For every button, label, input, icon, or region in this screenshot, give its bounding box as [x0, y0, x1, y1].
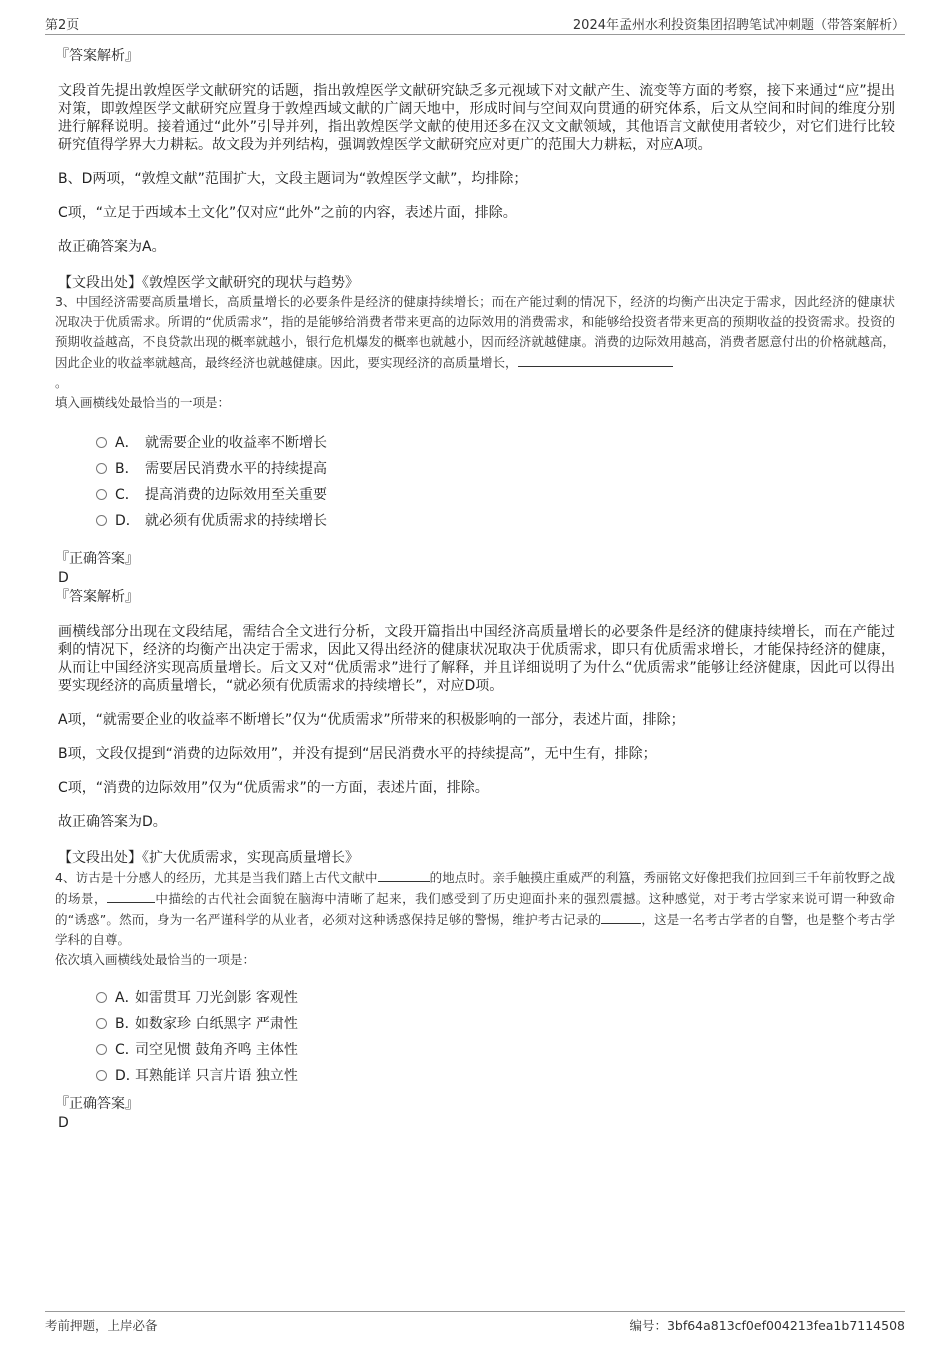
option-letter: A．	[115, 990, 139, 1006]
q4-prompt: 依次填入画横线处最恰当的一项是：	[55, 952, 256, 967]
q4-option-b[interactable]	[55, 1010, 895, 1036]
q4-stem	[55, 867, 895, 950]
main-content	[55, 46, 895, 1132]
q3-analysis-p4: C项，“消费的边际效用”仅为“优质需求”的一方面，表述片面，排除。	[58, 780, 489, 796]
q4-stem-c: 中描绘的古代社会面貌在脑海中清晰了起来，我们感受到了历史迎面扑来的强烈震撼。这种感觉，对于考古学家来说可谓一种致命的“诱惑”。然而，身为一名严谨科学的从业者，必须对这种诱惑保持足够的警惕，维护考古记录的	[55, 891, 895, 927]
radio-icon[interactable]	[96, 1070, 107, 1081]
option-letter: B．	[115, 461, 139, 477]
q3-analysis-p1: 画横线部分出现在文段结尾，需结合全文进行分析，文段开篇指出中国经济高质量增长的必要条件是经济的健康持续增长，而在产能过剩的情况下，经济的均衡产出决定于需求，因此又得出经济的健康状况取决于优质需求，即只有优质需求增长，才能保持经济的健康，从而让中国经济实现高质量增长。后文又对“优质需求”进行了解释，并且详细说明了为什么“优质需求”能够让经济健康，因此可以得出要实现经济的高质量增长，“就必须有优质需求的持续增长”，对应D项。	[58, 624, 895, 694]
q4-option-c[interactable]	[55, 1036, 895, 1062]
option-letter: B．	[115, 1016, 139, 1032]
q3-answer: D	[58, 570, 69, 586]
option-text: 提高消费的边际效用至关重要	[145, 487, 327, 503]
page-number: 第2页	[45, 18, 80, 33]
option-letter: A．	[115, 435, 139, 451]
q3-option-d[interactable]	[55, 507, 895, 533]
q3-stem	[55, 292, 895, 393]
option-letter: C．	[115, 1042, 139, 1058]
radio-icon[interactable]	[96, 489, 107, 500]
radio-icon[interactable]	[96, 1018, 107, 1029]
page-header	[45, 14, 905, 35]
radio-icon[interactable]	[96, 515, 107, 526]
q4-stem-b: 的地点时。亲手触摸庄重威严的利簋，秀丽铭文好像把我们拉回到三千年前牧野之战的场景，	[55, 870, 895, 906]
q4-option-d[interactable]	[55, 1062, 895, 1088]
option-text: 如雷贯耳 刀光剑影 客观性	[135, 990, 298, 1006]
option-letter: D．	[115, 1068, 140, 1084]
q2-source: 【文段出处】《敦煌医学文献研究的现状与趋势》	[58, 275, 359, 291]
radio-icon[interactable]	[96, 463, 107, 474]
radio-icon[interactable]	[96, 992, 107, 1003]
radio-icon[interactable]	[96, 1044, 107, 1055]
q3-analysis-p5: 故正确答案为D。	[58, 814, 167, 830]
q4-answer-label: 『正确答案』	[55, 1096, 139, 1112]
q2-analysis-p2: B、D两项，“敦煌文献”范围扩大，文段主题词为“敦煌医学文献”，均排除；	[58, 171, 528, 187]
q2-analysis-p4: 故正确答案为A。	[58, 239, 166, 255]
q3-prompt: 填入画横线处最恰当的一项是：	[55, 395, 231, 410]
radio-icon[interactable]	[96, 437, 107, 448]
option-text: 就需要企业的收益率不断增长	[145, 435, 327, 451]
q4-blank-1	[378, 867, 430, 882]
q3-option-a[interactable]	[55, 429, 895, 455]
q3-analysis-p3: B项，文段仅提到“消费的边际效用”，并没有提到“居民消费水平的持续提高”，无中生有，排除；	[58, 746, 657, 762]
q3-analysis-label: 『答案解析』	[55, 589, 139, 605]
option-text: 司空见惯 鼓角齐鸣 主体性	[135, 1042, 298, 1058]
q3-analysis-p2: A项，“就需要企业的收益率不断增长”仅为“优质需求”所带来的积极影响的一部分，表述片面，排除；	[58, 712, 685, 728]
q3-answer-label: 『正确答案』	[55, 551, 139, 567]
option-letter: C．	[115, 487, 139, 503]
q3-options	[55, 429, 895, 533]
page-footer	[45, 1311, 905, 1334]
q4-blank-3	[601, 909, 641, 924]
option-text: 如数家珍 白纸黑字 严肃性	[135, 1016, 298, 1032]
option-text: 就必须有优质需求的持续增长	[145, 513, 327, 529]
option-text: 耳熟能详 只言片语 独立性	[135, 1068, 298, 1084]
option-text: 需要居民消费水平的持续提高	[145, 461, 327, 477]
q4-stem-a: 4、访古是十分感人的经历，尤其是当我们踏上古代文献中	[55, 870, 378, 885]
q3-source: 【文段出处】《扩大优质需求，实现高质量增长》	[58, 850, 359, 866]
q3-blank	[518, 352, 673, 367]
q3-stem-end: 。	[55, 375, 68, 390]
q2-analysis-p3: C项，“立足于西域本土文化”仅对应“此外”之前的内容，表述片面，排除。	[58, 205, 517, 221]
q3-option-c[interactable]	[55, 481, 895, 507]
q3-option-b[interactable]	[55, 455, 895, 481]
q2-analysis-p1: 文段首先提出敦煌医学文献研究的话题，指出敦煌医学文献研究缺乏多元视域下对文献产生、流变等方面的考察，接下来通过“应”提出对策，即敦煌医学文献研究应置身于敦煌西域文献的广阔天地中，形成时间与空间双向贯通的研究体系，后文从空间和时间的维度分别进行解释说明。接着通过“此外”引导并列，指出敦煌医学文献的使用还多在汉文文献领域，其他语言文献使用者较少，对它们进行比较研究值得学界大力耕耘。故文段为并列结构，强调敦煌医学文献研究应对更广的范围大力耕耘，对应A项。	[58, 83, 895, 153]
document-id: 编号：3bf64a813cf0ef004213fea1b7114508	[629, 1318, 905, 1333]
q4-option-a[interactable]	[55, 984, 895, 1010]
document-title: 2024年孟州水利投资集团招聘笔试冲刺题（带答案解析）	[572, 18, 905, 33]
q2-analysis-label: 『答案解析』	[55, 48, 139, 64]
q4-options	[55, 984, 895, 1088]
option-letter: D．	[115, 513, 140, 529]
q4-blank-2	[107, 888, 155, 903]
footer-slogan: 考前押题，上岸必备	[45, 1318, 158, 1333]
q4-answer: D	[58, 1115, 69, 1131]
q4-stem-d: ，这是一名考古学者的自警，也是整个考古学学科的自尊。	[55, 912, 895, 947]
q3-stem-text: 3、中国经济需要高质量增长，高质量增长的必要条件是经济的健康持续增长；而在产能过剩的情况下，经济的均衡产出决定于需求，因此经济的健康状况取决于优质需求。所谓的“优质需求”，指的是能够给消费者带来更高的边际效用的消费需求，和能够给投资者带来更高的预期收益的投资需求。投资的预期收益越高，不良贷款出现的概率就越小，银行危机爆发的概率也就越小，因而经济就越健康。消费的边际效用越高，消费者愿意付出的价格就越高，因此企业的收益率就越高，最终经济也就越健康。因此，要实现经济的高质量增长，	[55, 294, 895, 370]
